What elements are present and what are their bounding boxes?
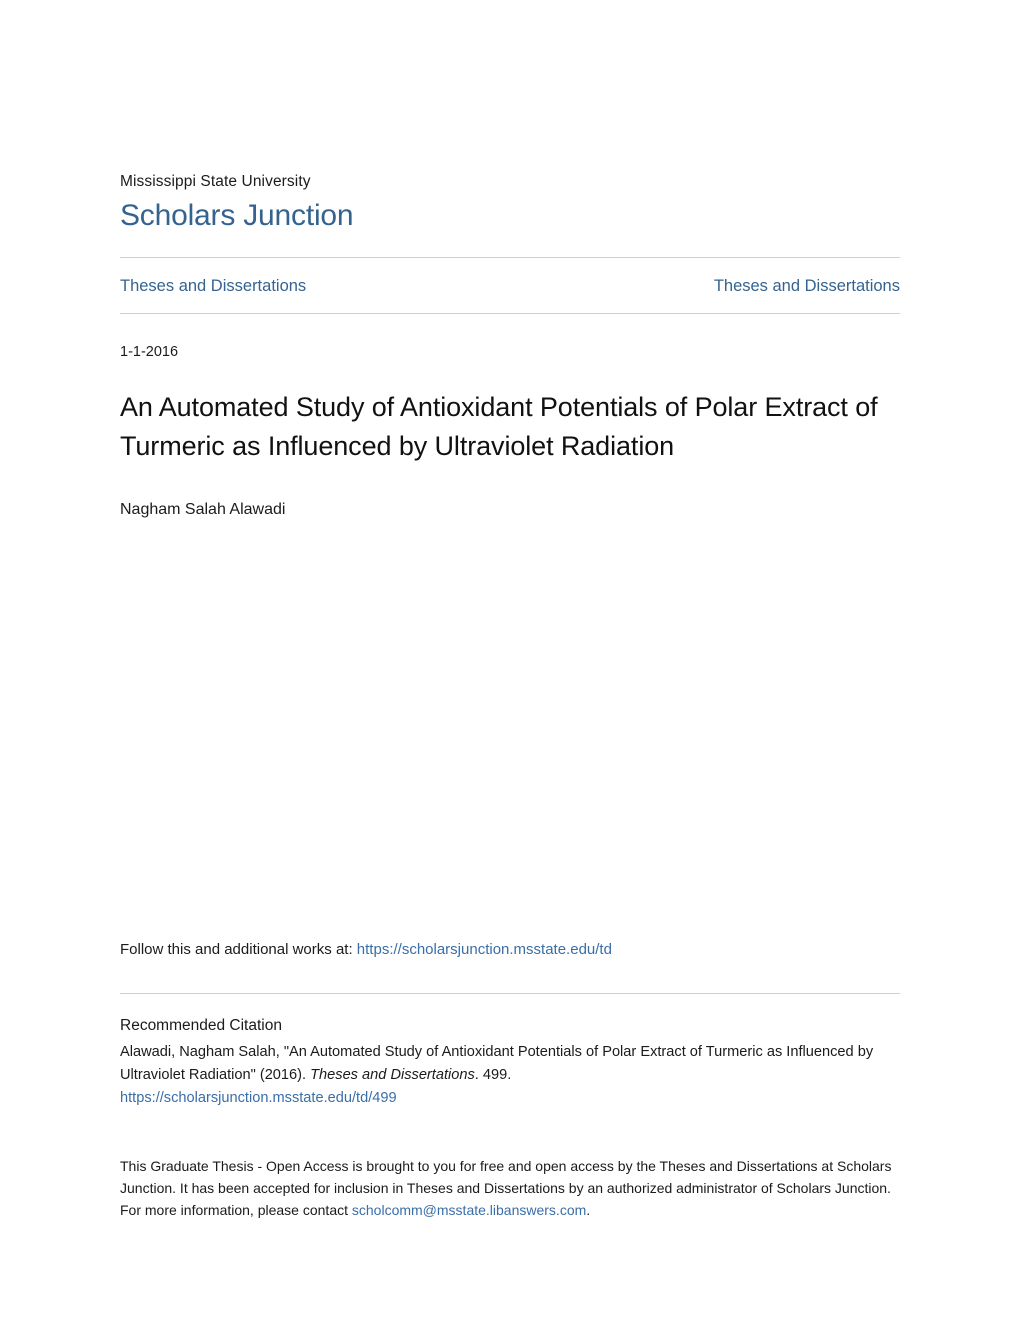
contact-email-link[interactable]: scholcomm@msstate.libanswers.com xyxy=(351,1201,587,1218)
divider-above-citation xyxy=(120,993,900,994)
citation-text-leading: Alawadi, Nagham Salah, "An Automated Study of Antioxidant Potentials of Polar Extract of Turmeric as Influenced by Ultraviolet Radiation" (2016). xyxy=(120,1044,874,1083)
page-title: An Automated Study of Antioxidant Potentials of Polar Extract of Turmeric as Influenced by Ultraviolet Radiation xyxy=(120,392,878,461)
citation-text-trailing: . 499. xyxy=(474,1066,512,1083)
publication-date: 1-1-2016 xyxy=(120,344,179,360)
author-name: Nagham Salah Alawadi xyxy=(120,501,286,518)
institution-name: Mississippi State University xyxy=(120,173,311,190)
breadcrumb-link-collection-right[interactable]: Theses and Dissertations xyxy=(713,277,900,295)
blank-spacer xyxy=(120,521,900,939)
follow-works-label: Follow this and additional works at: xyxy=(120,941,353,958)
breadcrumb-link-collection-left[interactable]: Theses and Dissertations xyxy=(120,277,307,295)
repository-title: Scholars Junction xyxy=(120,199,354,232)
citation-permalink[interactable]: https://scholarsjunction.msstate.edu/td/499 xyxy=(120,1090,397,1106)
divider-below-breadcrumb xyxy=(120,313,900,314)
recommended-citation-heading: Recommended Citation xyxy=(120,1017,282,1034)
recommended-citation-block xyxy=(120,1015,900,1110)
recommended-citation-text xyxy=(120,1041,890,1110)
citation-collection-italic: Theses and Dissertations xyxy=(310,1066,475,1083)
access-statement xyxy=(120,1155,895,1221)
access-statement-text-trailing: . xyxy=(586,1201,591,1218)
document-content-column xyxy=(120,0,900,1221)
follow-works-line xyxy=(120,939,900,960)
masthead xyxy=(120,0,900,235)
follow-works-link[interactable]: https://scholarsjunction.msstate.edu/td xyxy=(356,941,612,958)
breadcrumb xyxy=(120,258,900,313)
access-statement-text-leading: This Graduate Thesis - Open Access is brought to you for free and open access by the Theses and Dissertations at Scholars Junction. It has been accepted for inclusion in Theses and Dissertations by an authorized administrator of Scholars Junction. For more information, please contact xyxy=(120,1157,892,1218)
